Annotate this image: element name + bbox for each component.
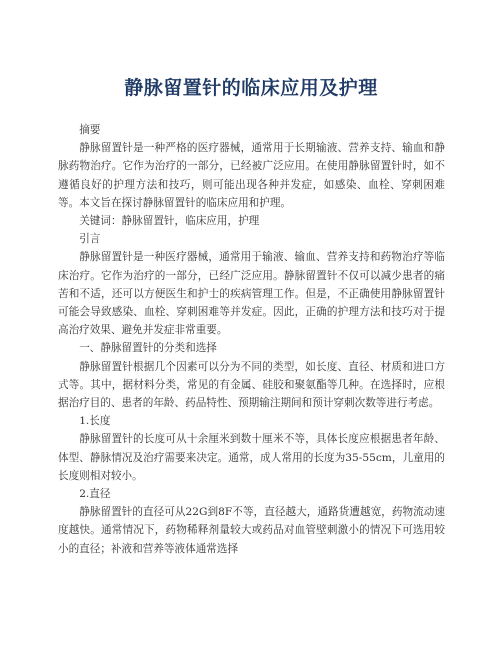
abstract-heading: 摘要 (79, 124, 101, 136)
document-title: 静脉留置针的临床应用及护理 (124, 77, 378, 99)
subsection-diameter-heading: 2.直径 (79, 488, 111, 501)
section-one-heading: 一、静脉留置针的分类和选择 (79, 342, 217, 355)
subsection-length-heading: 1.长度 (79, 415, 111, 428)
subsection-diameter-paragraph: 静脉留置针的直径可从22G到8F不等，直径越大，通路货遭越宽，药物流动速度越快。通常情况下，药物稀释剂量较大或药品对血管壁刺激小的情况下可选用较小的直径；补液和营养等液体通常选择 (58, 506, 445, 555)
introduction-heading: 引言 (79, 233, 101, 246)
abstract-paragraph: 静脉留置针是一种严格的医疗器械，通常用于长期输液、营养支持、输血和静脉药物治疗。它作为治疗的一部分，已经被广泛应用。在使用静脉留置针时，如不遵循良好的护理方法和技巧，则可能出现各种并发症，如感染、血栓、穿刺困难等。本文旨在探讨静脉留置针的临床应用和护理。 (58, 142, 445, 209)
document-body (58, 121, 445, 558)
introduction-paragraph: 静脉留置针是一种医疗器械，通常用于输液、输血、营养支持和药物治疗等临床治疗。它作为治疗的一部分，已经广泛应用。静脉留置针不仅可以减少患者的痛苦和不适，还可以方便医生和护士的疾病管理工作。但是，不正确使用静脉留置针可能会导致感染、血栓、穿刺困难等并发症。因此，正确的护理方法和技巧对于提高治疗效果、避免并发症非常重要。 (58, 251, 445, 337)
section-one-paragraph: 静脉留置针根据几个因素可以分为不同的类型，如长度、直径、材质和进口方式等。其中，据材料分类，常见的有金属、硅胶和聚氨酯等几种。在选择时，应根据治疗目的、患者的年龄、药品特性、预期输注期间和预计穿刺次数等进行考虑。 (58, 360, 445, 410)
subsection-length-paragraph: 静脉留置针的长度可从十余厘米到数十厘米不等，具体长度应根据患者年龄、体型、静脉情况及治疗需要来决定。通常，成人常用的长度为35-55cm，儿童用的长度则相对较小。 (58, 433, 445, 482)
keywords-line: 关键词：静脉留置针，临床应用，护理 (79, 215, 260, 228)
